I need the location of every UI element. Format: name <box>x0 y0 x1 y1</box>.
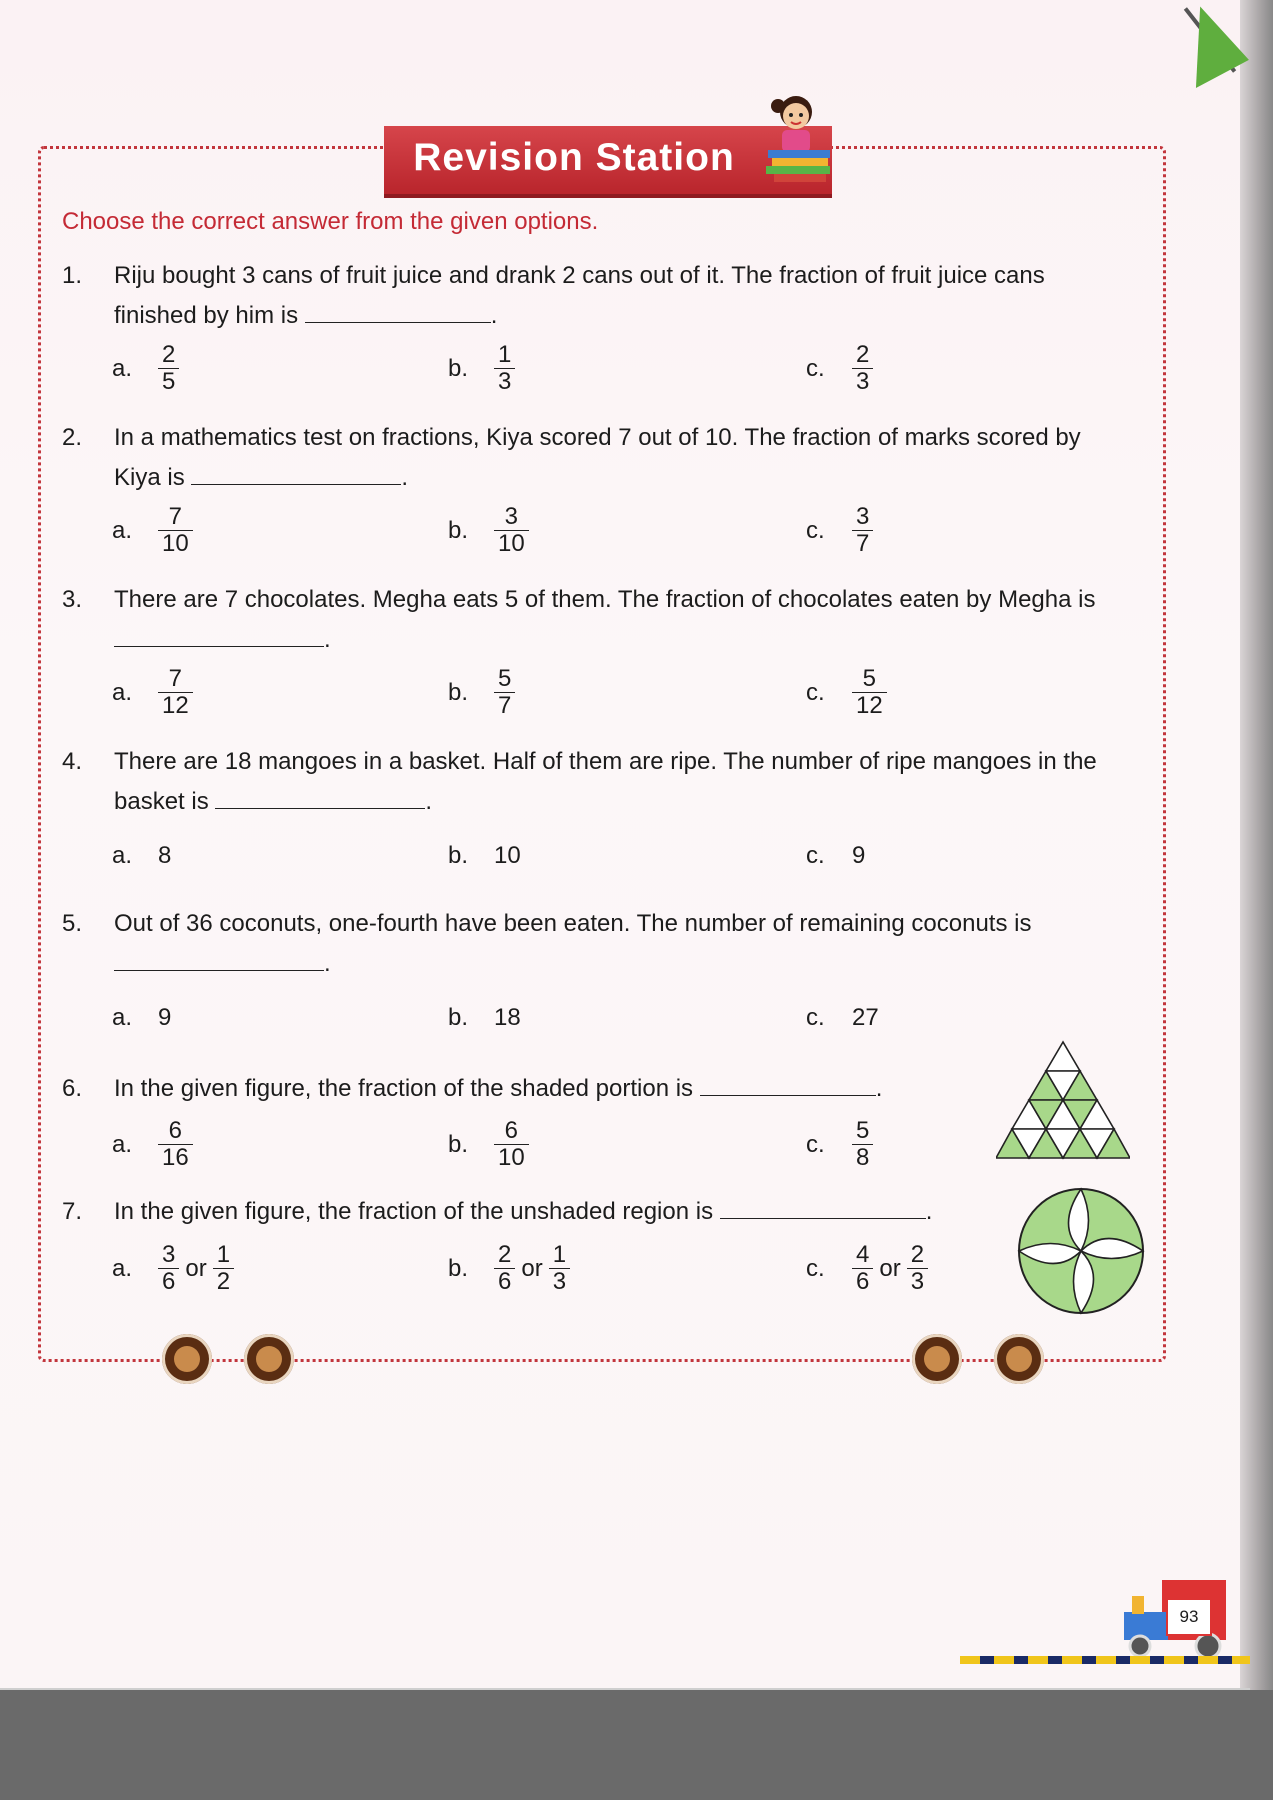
option-3a[interactable]: a. $\frac{7}{12}$ <box>112 666 193 719</box>
train-wheel-icon <box>912 1334 962 1384</box>
option-1b[interactable]: b. $\frac{1}{3}$ <box>448 342 515 395</box>
answer-blank[interactable] <box>191 482 401 485</box>
option-7a[interactable]: a. $\frac{3}{6}$ or $\frac{1}{2}$ <box>112 1242 234 1295</box>
answer-blank[interactable] <box>215 806 425 809</box>
question-number: 3. <box>62 586 83 613</box>
option-5a[interactable]: a. 9 <box>112 1004 172 1031</box>
scan-background <box>0 1690 1273 1800</box>
option-4a[interactable]: a. 8 <box>112 842 172 869</box>
answer-blank[interactable] <box>700 1093 876 1096</box>
option-2b[interactable]: b. $\frac{3}{10}$ <box>448 504 529 557</box>
question-number: 1. <box>62 262 83 289</box>
question-text: Riju bought 3 cans of fruit juice and drank 2 cans out of it. The fraction of fruit juice cans finished by him is <box>114 262 1045 329</box>
question-6: 6. In the given figure, the fraction of the shaded portion is . <box>62 1069 1022 1109</box>
triangle-cell <box>1046 1042 1080 1071</box>
page-edge <box>1240 0 1273 1700</box>
answer-blank[interactable] <box>114 968 324 971</box>
option-1a[interactable]: a. $\frac{2}{5}$ <box>112 342 179 395</box>
train-wheel-icon <box>244 1334 294 1384</box>
question-text: Out of 36 coconuts, one-fourth have been eaten. The number of remaining coconuts is <box>114 910 1032 937</box>
option-2c[interactable]: c. $\frac{3}{7}$ <box>806 504 873 557</box>
option-2a[interactable]: a. $\frac{7}{10}$ <box>112 504 193 557</box>
answer-blank[interactable] <box>720 1216 926 1219</box>
option-6a[interactable]: a. $\frac{6}{16}$ <box>112 1118 193 1171</box>
instruction-text: Choose the correct answer from the given options. <box>62 208 599 235</box>
option-6b[interactable]: b. $\frac{6}{10}$ <box>448 1118 529 1171</box>
option-4c[interactable]: c. 9 <box>806 842 866 869</box>
question-number: 5. <box>62 910 83 937</box>
train-wheel-icon <box>162 1334 212 1384</box>
question-2: 2. In a mathematics test on fractions, Kiya scored 7 out of 10. The fraction of marks scored by Kiya is . <box>62 418 1122 498</box>
question-3: 3. There are 7 chocolates. Megha eats 5 of them. The fraction of chocolates eaten by Megha is . <box>62 580 1122 660</box>
option-6c[interactable]: c. $\frac{5}{8}$ <box>806 1118 873 1171</box>
question-number: 6. <box>62 1075 83 1102</box>
girl-with-books-icon <box>756 92 840 188</box>
answer-blank[interactable] <box>305 320 491 323</box>
triangle-figure <box>996 1038 1130 1162</box>
question-text: There are 18 mangoes in a basket. Half of them are ripe. The number of ripe mangoes in the basket is <box>114 748 1097 815</box>
answer-blank[interactable] <box>114 644 324 647</box>
question-4: 4. There are 18 mangoes in a basket. Half of them are ripe. The number of ripe mangoes in the basket is . <box>62 742 1122 822</box>
option-7c[interactable]: c. $\frac{4}{6}$ or $\frac{2}{3}$ <box>806 1242 928 1295</box>
page-title: Revision Station <box>413 136 735 179</box>
option-5b[interactable]: b. 18 <box>448 1004 521 1031</box>
question-text: In the given figure, the fraction of the unshaded region is <box>114 1198 714 1225</box>
question-text: In the given figure, the fraction of the shaded portion is <box>114 1075 694 1102</box>
question-text: In a mathematics test on fractions, Kiya scored 7 out of 10. The fraction of marks scored by Kiya is <box>114 424 1081 491</box>
question-number: 2. <box>62 424 83 451</box>
question-text: There are 7 chocolates. Megha eats 5 of them. The fraction of chocolates eaten by Megha is <box>114 586 1096 613</box>
page-number: 93 <box>1166 1598 1212 1636</box>
option-3b[interactable]: b. $\frac{5}{7}$ <box>448 666 515 719</box>
question-1: 1. Riju bought 3 cans of fruit juice and drank 2 cans out of it. The fraction of fruit juice cans finished by him is . <box>62 256 1122 336</box>
option-1c[interactable]: c. $\frac{2}{3}$ <box>806 342 873 395</box>
question-number: 4. <box>62 748 83 775</box>
train-wheel-icon <box>994 1334 1044 1384</box>
option-4b[interactable]: b. 10 <box>448 842 521 869</box>
pinwheel-circle-figure <box>1016 1186 1146 1316</box>
question-5: 5. Out of 36 coconuts, one-fourth have been eaten. The number of remaining coconuts is . <box>62 904 1122 984</box>
track-stripe <box>960 1656 1250 1664</box>
question-number: 7. <box>62 1198 83 1225</box>
option-3c[interactable]: c. $\frac{5}{12}$ <box>806 666 887 719</box>
option-5c[interactable]: c. 27 <box>806 1004 879 1031</box>
question-7: 7. In the given figure, the fraction of the unshaded region is . <box>62 1192 1022 1232</box>
option-7b[interactable]: b. $\frac{2}{6}$ or $\frac{1}{3}$ <box>448 1242 570 1295</box>
